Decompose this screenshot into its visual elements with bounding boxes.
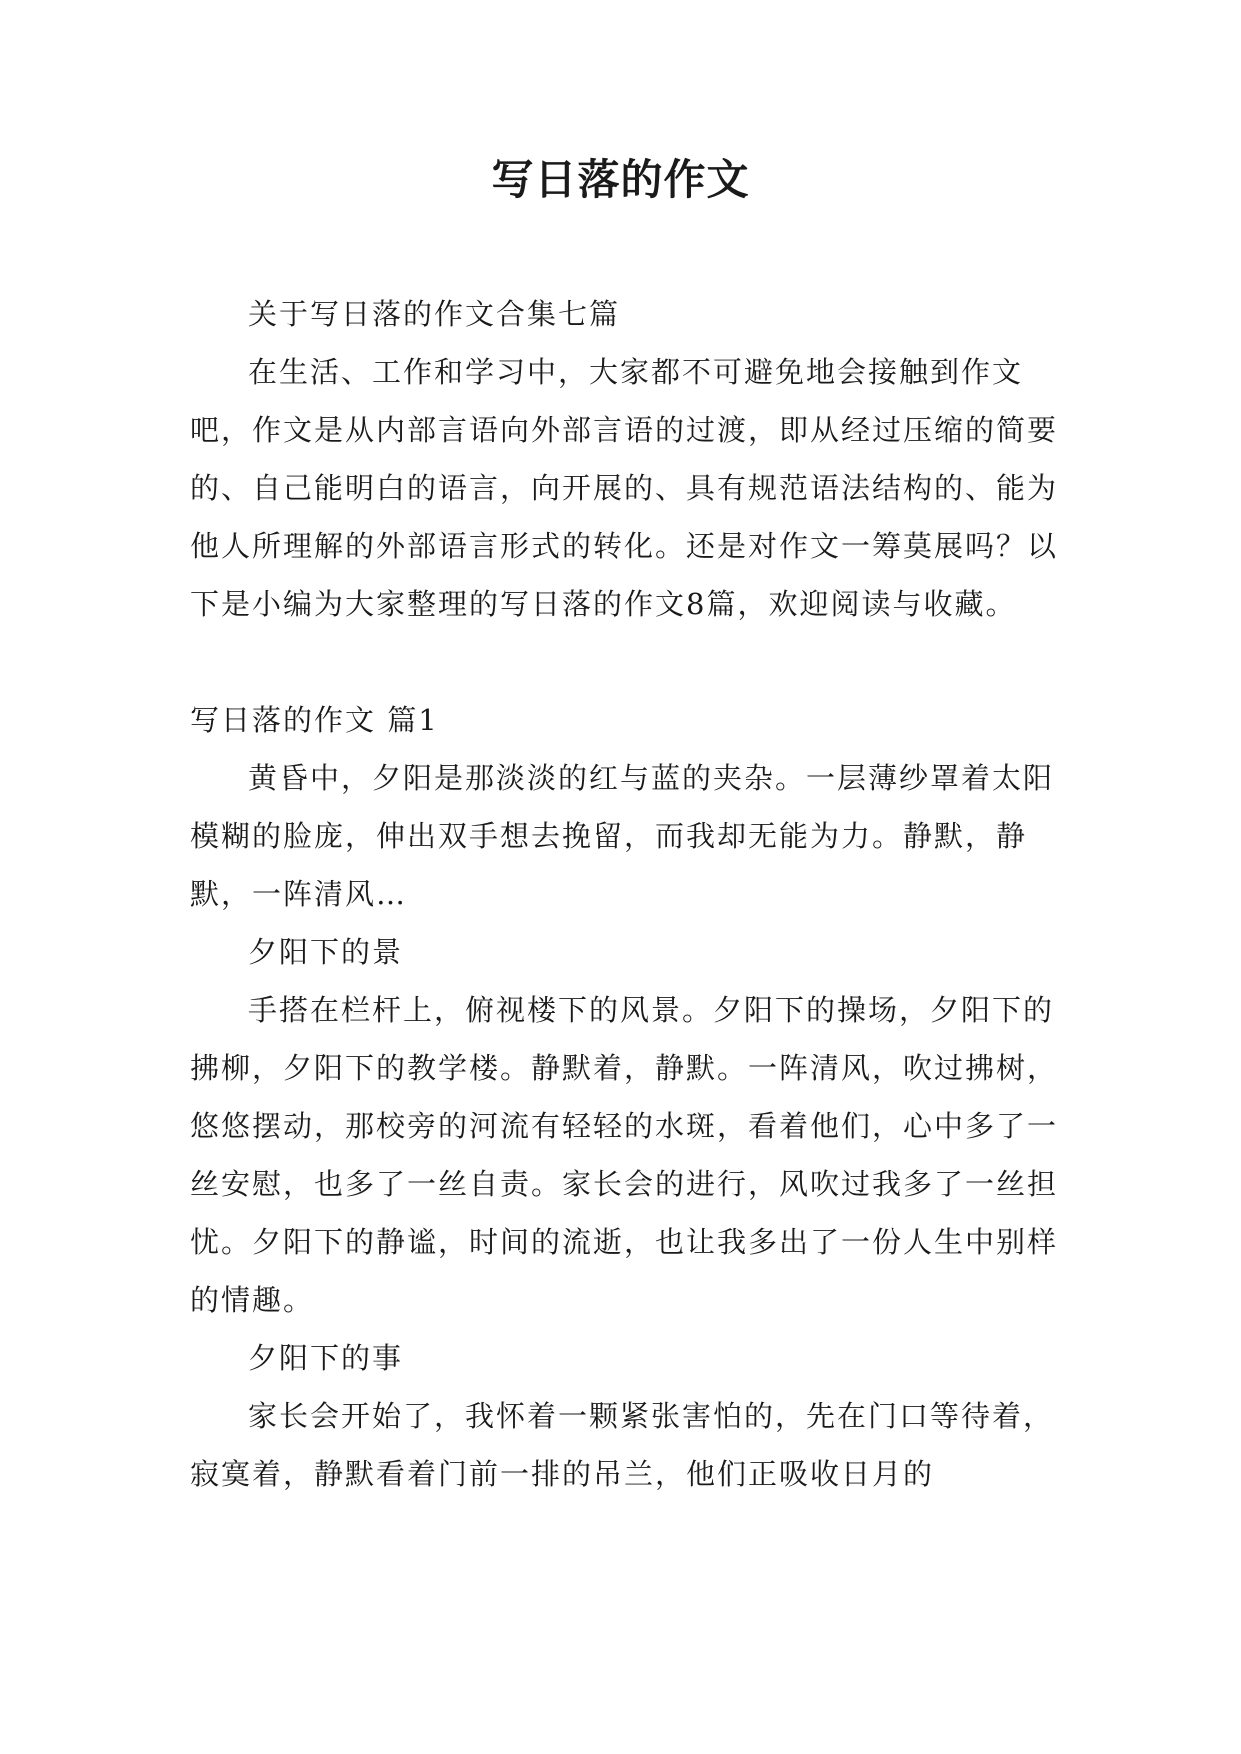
- section-paragraph: 黄昏中，夕阳是那淡淡的红与蓝的夹杂。一层薄纱罩着太阳模糊的脸庞，伸出双手想去挽留，而我却无能为力。静默，静默，一阵清风…: [190, 761, 1055, 911]
- sub-heading-events: 夕阳下的事: [248, 1341, 404, 1375]
- document-body: [190, 285, 1060, 1503]
- document-title: 写日落的作文: [491, 155, 750, 204]
- intro-paragraph: 在生活、工作和学习中，大家都不可避免地会接触到作文吧，作文是从内部言语向外部言语的过渡，即从经过压缩的简要的、自己能明白的语言，向开展的、具有规范语法结构的、能为他人所理解的外部语言形式的转化。还是对作文一筹莫展吗？以下是小编为大家整理的写日落的作文8篇，欢迎阅读与收藏。: [190, 355, 1059, 621]
- paragraph-spacer: [190, 633, 1060, 691]
- subtitle-paragraph: 关于写日落的作文合集七篇: [248, 297, 621, 331]
- section-paragraph: 手搭在栏杆上，俯视楼下的风景。夕阳下的操场，夕阳下的拂柳，夕阳下的教学楼。静默着，静默。一阵清风，吹过拂树，悠悠摆动，那校旁的河流有轻轻的水斑，看着他们，心中多了一丝安慰，也多了一丝自责。家长会的进行，风吹过我多了一丝担忧。夕阳下的静谧，时间的流逝，也让我多出了一份人生中别样的情趣。: [190, 993, 1059, 1317]
- section-heading: 写日落的作文 篇1: [190, 703, 439, 737]
- sub-heading-scenery: 夕阳下的景: [248, 935, 404, 969]
- section-paragraph: 家长会开始了，我怀着一颗紧张害怕的，先在门口等待着，寂寞着，静默看着门前一排的吊兰，他们正吸收日月的: [190, 1399, 1055, 1491]
